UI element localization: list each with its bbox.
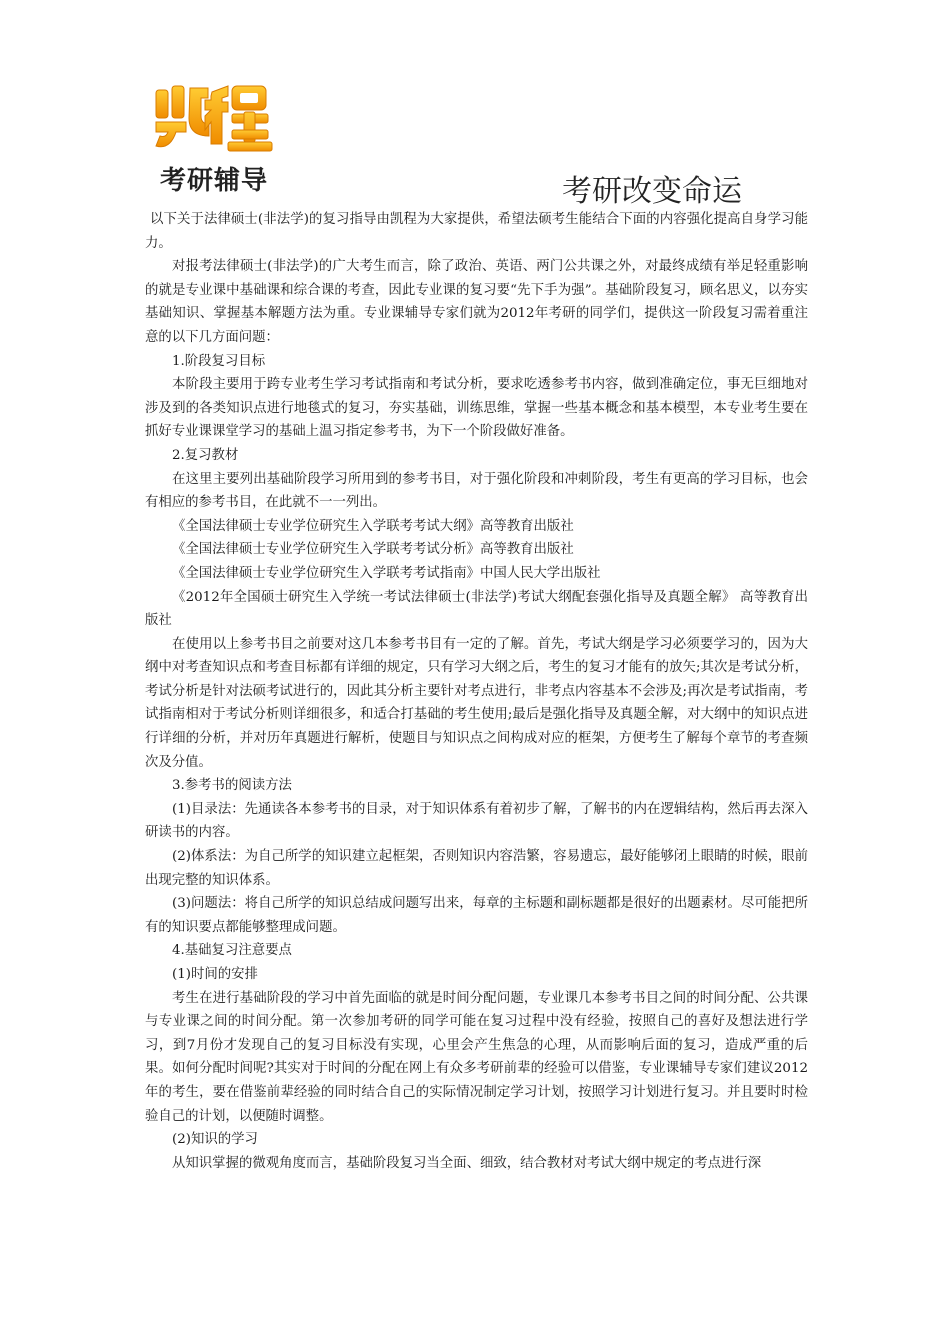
paragraph: 在这里主要列出基础阶段学习所用到的参考书目，对于强化阶段和冲刺阶段，考生有更高的学习目标，也会有相应的参考书目，在此就不一一列出。	[145, 471, 808, 511]
section-heading: 1.阶段复习目标	[172, 353, 266, 369]
paragraph: (1)目录法：先通读各本参考书的目录，对于知识体系有着初步了解，了解书的内在逻辑结构，然后再去深入研读书的内容。	[145, 801, 808, 841]
reference-item: 《全国法律硕士专业学位研究生入学联考考试大纲》高等教育出版社	[172, 518, 574, 534]
slogan: 考研改变命运	[562, 174, 742, 209]
reference-item: 《2012年全国硕士研究生入学统一考试法律硕士(非法学)考试大纲配套强化指导及真题全解》 高等教育出版社	[145, 589, 808, 629]
section-heading: 2.复习教材	[172, 447, 239, 463]
brand-logo-mark	[152, 82, 302, 152]
sub-heading: (1)时间的安排	[172, 967, 258, 982]
paragraph: 本阶段主要用于跨专业考生学习考试指南和考试分析，要求吃透参考书内容，做到准确定位，事无巨细地对涉及到的各类知识点进行地毯式的复习，夯实基础，训练思维，掌握一些基本概念和基本模型，本专业考生要在抓好专业课课堂学习的基础上温习指定参考书，为下一个阶段做好准备。	[145, 377, 808, 440]
section-heading: 4.基础复习注意要点	[172, 943, 292, 959]
paragraph: 从知识掌握的微观角度而言，基础阶段复习当全面、细致，结合教材对考试大纲中规定的考点进行深	[172, 1155, 762, 1171]
document-body	[145, 208, 808, 1175]
section-heading: 3.参考书的阅读方法	[172, 778, 292, 794]
paragraph: (3)问题法：将自己所学的知识总结成问题写出来，每章的主标题和副标题都是很好的出题素材。尽可能把所有的知识要点都能够整理成问题。	[145, 896, 808, 935]
paragraph: 考生在进行基础阶段的学习中首先面临的就是时间分配问题，专业课几本参考书目之间的时间分配、公共课与专业课之间的时间分配。第一次参加考研的同学可能在复习过程中没有经验，按照自己的喜好及想法进行学习，到7月份才发现自己的复习目标没有实现，心里会产生焦急的心理，从而影响后面的复习，造成严重的后果。如何分配时间呢?其实对于时间的分配在网上有众多考研前辈的经验可以借鉴，专业课辅导专家们建议2012年的考生，要在借鉴前辈经验的同时结合自己的实际情况制定学习计划，按照学习计划进行复习。并且要时时检验自己的计划，以便随时调整。	[145, 990, 808, 1124]
paragraph: 对报考法律硕士(非法学)的广大考生而言，除了政治、英语、两门公共课之外，对最终成绩有举足轻重影响的就是专业课中基础课和综合课的考查，因此专业课的复习要“先下手为强”。基础阶段复习，顾名思义，以夯实基础知识、掌握基本解题方法为重。专业课辅导专家们就为2012年考研的同学们，提供这一阶段复习需着重注意的以下几方面问题：	[145, 259, 808, 345]
logo-subtitle: 考研辅导	[160, 166, 269, 196]
reference-item: 《全国法律硕士专业学位研究生入学联考考试分析》高等教育出版社	[172, 542, 574, 558]
intro-paragraph: 以下关于法律硕士(非法学)的复习指导由凯程为大家提供，希望法硕考生能结合下面的内容强化提高自身学习能力。	[145, 212, 808, 251]
reference-item: 《全国法律硕士专业学位研究生入学联考考试指南》中国人民大学出版社	[172, 565, 601, 581]
logo	[150, 82, 310, 196]
paragraph: 在使用以上参考书目之前要对这几本参考书目有一定的了解。首先，考试大纲是学习必须要学习的，因为大纲中对考查知识点和考查目标都有详细的规定，只有学习大纲之后，考生的复习才能有的放矢;其次是考试分析，考试分析是针对法硕考试进行的，因此其分析主要针对考点进行，非考点内容基本不会涉及;再次是考试指南，考试指南相对于考试分析则详细很多，和适合打基础的考生使用;最后是强化指导及真题全解，对大纲中的知识点进行详细的分析，并对历年真题进行解析，使题目与知识点之间构成对应的框架，方便考生了解每个章节的考查频次及分值。	[145, 636, 808, 770]
paragraph: (2)体系法：为自己所学的知识建立起框架，否则知识内容浩繁，容易遗忘，最好能够闭上眼睛的时候，眼前出现完整的知识体系。	[145, 849, 808, 888]
sub-heading: (2)知识的学习	[172, 1132, 258, 1148]
